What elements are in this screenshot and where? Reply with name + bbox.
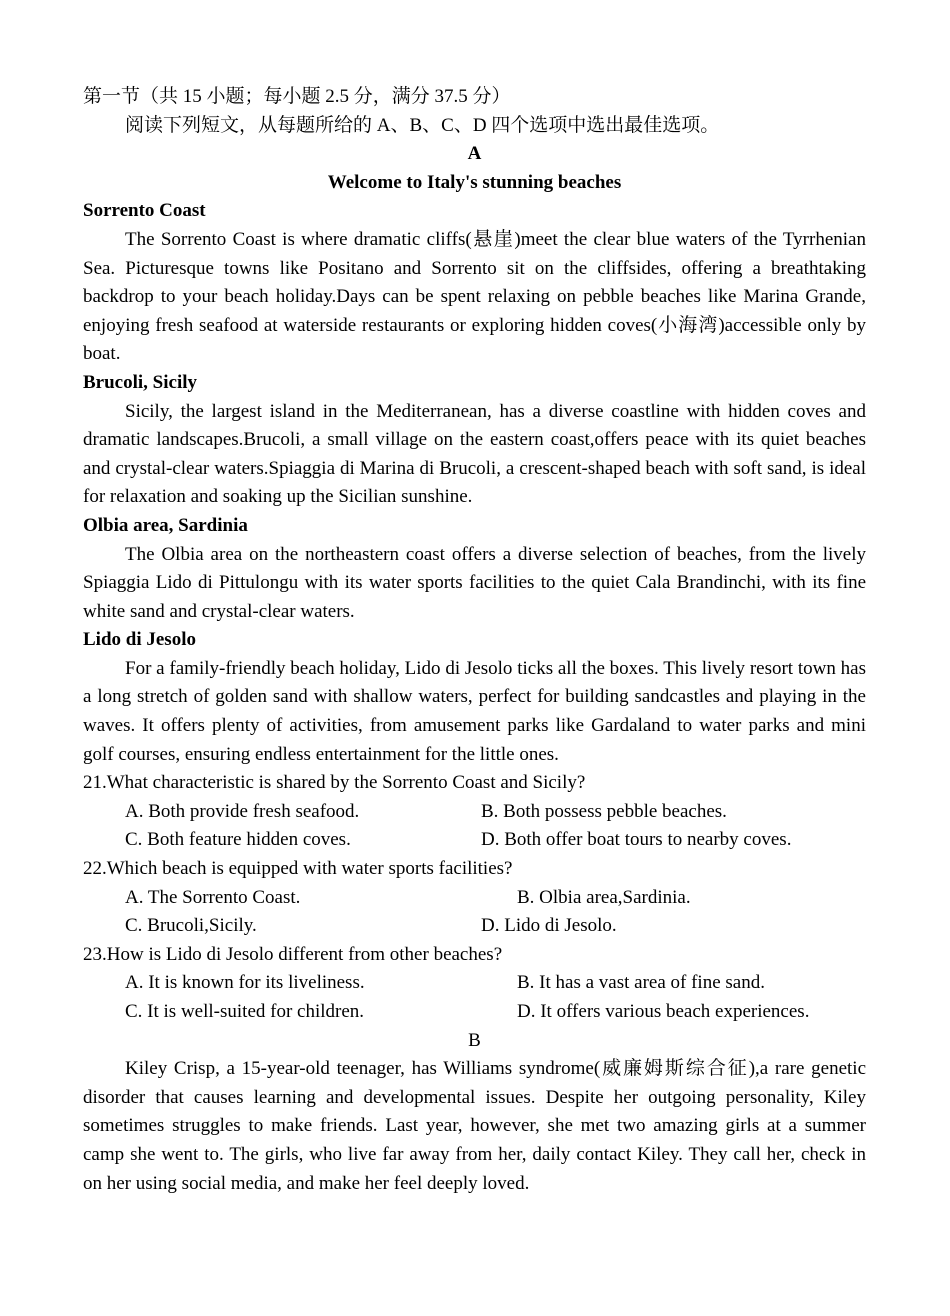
section-heading-brucoli: Brucoli, Sicily	[83, 371, 197, 393]
section-text-sorrento: The Sorrento Coast is where dramatic cliffs(悬崖)meet the clear blue waters of the Tyrrhenian Sea. Picturesque towns like Positano and Sorrento sit on the cliffsides, offering a breathtaking backdrop to your beach holiday.Days can be spent relaxing on pebble beaches like Marina Grande, enjoying fresh seafood at waterside restaurants or exploring hidden coves(小海湾)accessible only by boat.	[83, 228, 866, 365]
question-21-option-b: B. Both possess pebble beaches.	[481, 800, 727, 822]
question-21-option-d: D. Both offer boat tours to nearby coves.	[481, 829, 792, 851]
question-23-option-a: A. It is known for its liveliness.	[125, 972, 365, 994]
question-22-options-row-2	[83, 912, 866, 941]
section-heading-sorrento: Sorrento Coast	[83, 200, 206, 222]
question-22-option-a: A. The Sorrento Coast.	[125, 886, 301, 908]
question-23-options-row-2	[83, 998, 866, 1027]
passage-a-title: Welcome to Italy's stunning beaches	[327, 171, 622, 193]
question-22-stem: 22.Which beach is equipped with water sports facilities?	[83, 858, 513, 880]
question-21-option-c: C. Both feature hidden coves.	[125, 829, 351, 851]
question-23-option-d: D. It offers various beach experiences.	[517, 1001, 810, 1022]
section-header: 第一节（共 15 小题；每小题 2.5 分，满分 37.5 分）	[83, 86, 511, 107]
passage-b-label: B	[468, 1029, 481, 1051]
question-21-option-a: A. Both provide fresh seafood.	[125, 800, 360, 822]
question-22-option-c: C. Brucoli,Sicily.	[125, 915, 257, 937]
question-22-option-d: D. Lido di Jesolo.	[481, 915, 617, 937]
section-text-brucoli: Sicily, the largest island in the Mediterranean, has a diverse coastline with hidden coves and dramatic landscapes.Brucoli, a small village on the eastern coast,offers peace with its quiet beaches and crystal-clear waters.Spiaggia di Marina di Brucoli, a crescent-shaped beach with soft sand, is ideal for relaxation and soaking up the Sicilian sunshine.	[83, 400, 866, 508]
section-heading-olbia: Olbia area, Sardinia	[83, 514, 248, 536]
question-21-options-row-1	[83, 798, 866, 827]
section-text-olbia: The Olbia area on the northeastern coast offers a diverse selection of beaches, from the lively Spiaggia Lido di Pittulongu with its water sports facilities to the quiet Cala Brandinchi, with its fine white sand and crystal-clear waters.	[83, 543, 866, 622]
passage-a-label: A	[467, 143, 482, 165]
section-heading-jesolo: Lido di Jesolo	[83, 629, 196, 651]
question-23-option-c: C. It is well-suited for children.	[125, 1001, 365, 1022]
question-22-option-b: B. Olbia area,Sardinia.	[517, 886, 691, 908]
question-21-stem: 21.What characteristic is shared by the Sorrento Coast and Sicily?	[83, 772, 586, 794]
question-23-option-b: B. It has a vast area of fine sand.	[517, 972, 765, 994]
exam-page	[83, 83, 866, 1198]
question-23-stem: 23.How is Lido di Jesolo different from other beaches?	[83, 943, 503, 965]
question-23-options-row-1	[83, 969, 866, 998]
section-text-jesolo: For a family-friendly beach holiday, Lido di Jesolo ticks all the boxes. This lively resort town has a long stretch of golden sand with shallow waters, perfect for building sandcastles and playing in the waves. It offers plenty of activities, from amusement parks like Gardaland to water parks and mini golf courses, ensuring endless entertainment for the little ones.	[83, 657, 866, 765]
instruction: 阅读下列短文，从每题所给的 A、B、C、D 四个选项中选出最佳选项。	[125, 114, 720, 136]
passage-b-text: Kiley Crisp, a 15-year-old teenager, has Williams syndrome(威廉姆斯综合征),a rare genetic disorder that causes learning and developmental issues. Despite her outgoing personality, Kiley sometimes struggles to make friends. Last year, however, she met two amazing girls at a summer camp she went to. The girls, who live far away from her, daily contact Kiley. They call her, check in on her using social media, and make her feel deeply loved.	[83, 1058, 866, 1194]
question-21-options-row-2	[83, 826, 866, 855]
question-22-options-row-1	[83, 884, 866, 913]
